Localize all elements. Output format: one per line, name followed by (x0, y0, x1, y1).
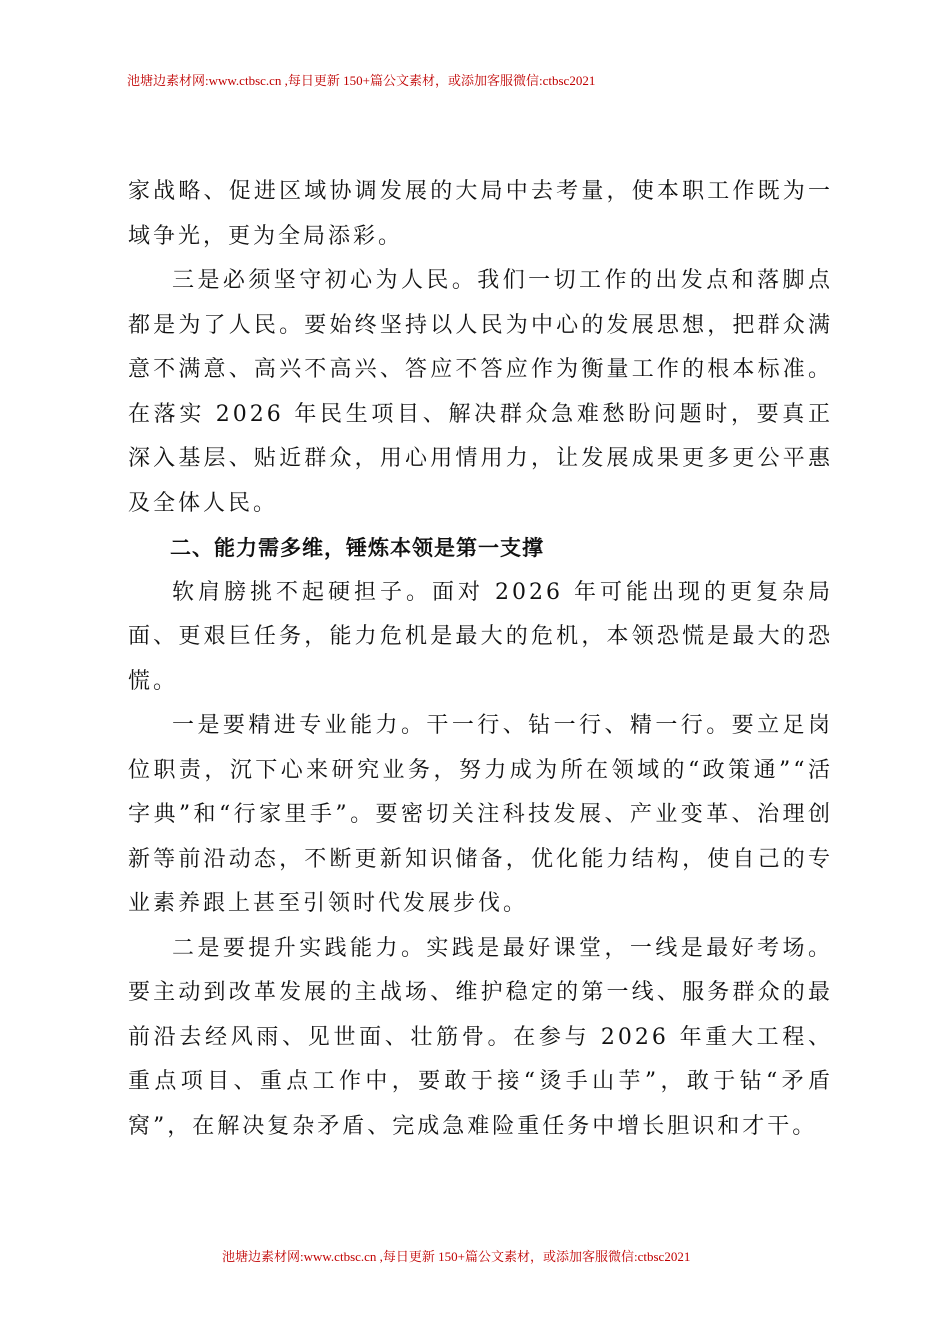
header-watermark: 池塘边素材网:www.ctbsc.cn ,每日更新 150+篇公文素材，或添加客服微信:ctbsc2021 (127, 73, 596, 88)
section-heading: 二、能力需多维，锤炼本领是第一支撑 (170, 536, 544, 560)
footer-watermark: 池塘边素材网:www.ctbsc.cn ,每日更新 150+篇公文素材，或添加客服微信:ctbsc2021 (222, 1249, 691, 1264)
paragraph-point-two: 二是要提升实践能力。实践是最好课堂，一线是最好考场。要主动到改革发展的主战场、维护稳定的第一线、服务群众的最前沿去经风雨、见世面、壮筋骨。在参与 2026 年重大工程、重点项目、重点工作中，要敢于接“烫手山芋”，敢于钻“矛盾窝”，在解决复杂矛盾、完成急难险重任务中增长胆识和才干。 (128, 935, 833, 1139)
document-body (128, 170, 833, 1149)
paragraph-intro: 软肩膀挑不起硬担子。面对 2026 年可能出现的更复杂局面、更艰巨任务，能力危机是最大的危机，本领恐慌是最大的恐慌。 (128, 579, 833, 694)
paragraph-point-one: 一是要精进专业能力。干一行、钻一行、精一行。要立足岗位职责，沉下心来研究业务，努力成为所在领域的“政策通”“活字典”和“行家里手”。要密切关注科技发展、产业变革、治理创新等前沿动态，不断更新知识储备，优化能力结构，使自己的专业素养跟上甚至引领时代发展步伐。 (128, 713, 833, 916)
paragraph-continuation: 家战略、促进区域协调发展的大局中去考量，使本职工作既为一域争光，更为全局添彩。 (128, 179, 833, 249)
paragraph-point-three: 三是必须坚守初心为人民。我们一切工作的出发点和落脚点都是为了人民。要始终坚持以人民为中心的发展思想，把群众满意不满意、高兴不高兴、答应不答应作为衡量工作的根本标准。在落实 2026 年民生项目、解决群众急难愁盼问题时，要真正深入基层、贴近群众，用心用情用力，让发展成果更多更公平惠及全体人民。 (128, 268, 833, 516)
